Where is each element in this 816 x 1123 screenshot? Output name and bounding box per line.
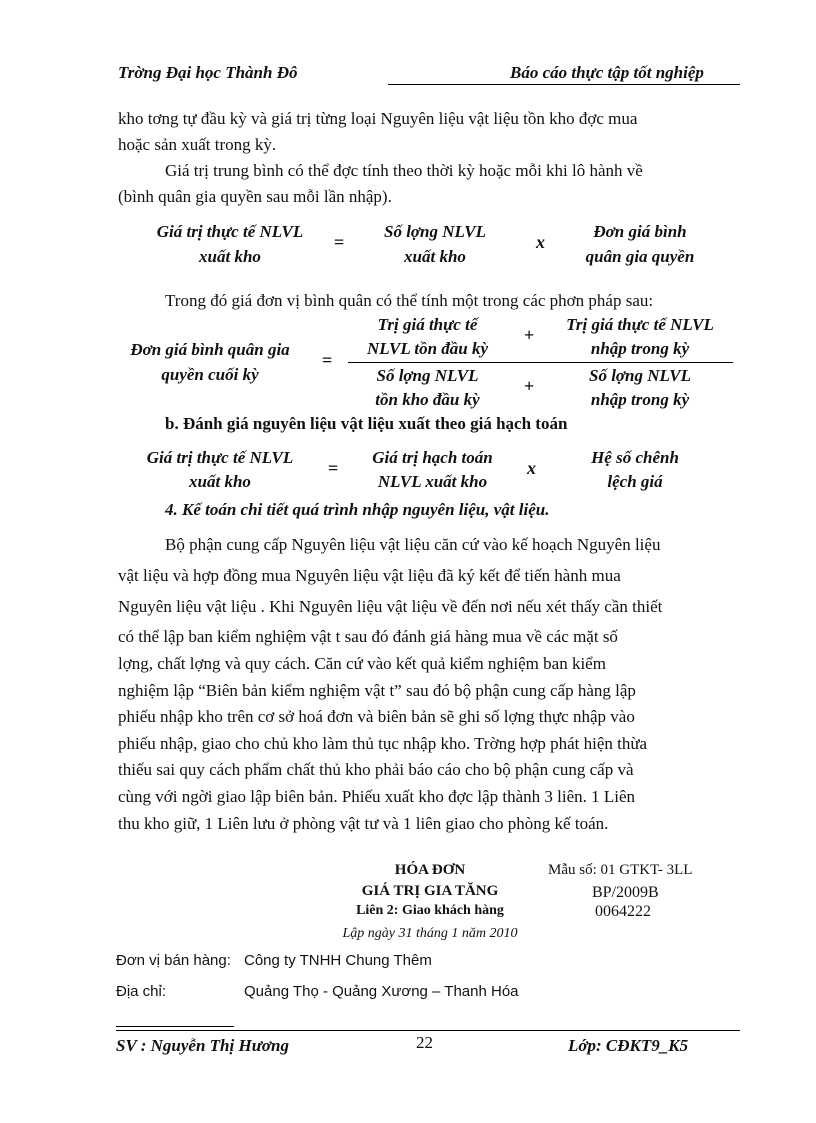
paragraph-line: Bộ phận cung cấp Nguyên liệu vật liệu căn cứ vào kế hoạch Nguyên liệu	[165, 535, 661, 554]
paragraph-line: nghiệm lập “Biên bản kiểm nghiệm vật t” sau đó bộ phận cung cấp hàng lập	[118, 681, 636, 700]
formula-term: Đơn giá bình	[593, 222, 687, 241]
paragraph-line: thiếu sai quy cách phẩm chất thủ kho phải báo cáo cho bộ phận cung cấp và	[118, 760, 634, 779]
invoice-date: Lập ngày 31 tháng 1 năm 2010	[342, 926, 518, 941]
invoice-copy-label: Liên 2: Giao khách hàng	[356, 903, 504, 918]
seller-value: Công ty TNHH Chung Thêm	[244, 952, 432, 969]
formula-term: Đơn giá bình quân gia	[130, 340, 290, 359]
header-report-title: Báo cáo thực tập tốt nghiệp	[510, 63, 704, 82]
formula-term: Số lợng NLVL	[588, 366, 691, 385]
paragraph-line: phiếu nhập kho trên cơ sở hoá đơn và biên bản sẽ ghi số lợng thực nhập vào	[118, 707, 635, 726]
address-label: Địa chỉ:	[116, 983, 167, 1000]
paragraph-line: Giá trị trung bình có thể đợc tính theo thời kỳ hoặc mỗi khi lô hành về	[165, 161, 643, 180]
formula-term: Trị giá thực tế NLVL	[566, 315, 714, 334]
plus-sign: +	[524, 325, 535, 345]
formula-term: Trị giá thực tế	[377, 315, 478, 334]
formula-term: Số lợng NLVL	[383, 222, 486, 241]
formula-term: Hệ số chênh	[591, 448, 679, 467]
invoice-subtitle: GIÁ TRỊ GIA TĂNG	[361, 883, 499, 899]
multiply-sign: x	[536, 232, 545, 252]
formula-term: xuất kho	[199, 247, 261, 266]
formula-term: nhập trong kỳ	[590, 339, 690, 358]
section-heading-b: b. Đánh giá nguyên liệu vật liệu xuất theo giá hạch toán	[165, 414, 568, 433]
invoice-number: 0064222	[595, 903, 651, 920]
paragraph-line: Nguyên liệu vật liệu . Khi Nguyên liệu vật liệu về đến nơi nếu xét thấy cần thiết	[118, 597, 663, 616]
invoice-form-number: Mẫu số: 01 GTKT- 3LL	[548, 862, 693, 878]
formula-term: Giá trị thực tế NLVL	[156, 222, 304, 241]
equals-sign: =	[328, 458, 339, 478]
formula-term: tồn kho đầu kỳ	[375, 390, 480, 409]
invoice-title: HÓA ĐƠN	[394, 862, 466, 878]
equals-sign: =	[322, 350, 333, 370]
page-number: 22	[416, 1033, 433, 1052]
paragraph-line: phiếu nhập, giao cho chủ kho làm thủ tục nhập kho. Trờng hợp phát hiện thừa	[118, 734, 648, 753]
header-rule	[388, 84, 740, 85]
plus-sign: +	[524, 376, 535, 396]
fraction-bar	[348, 362, 733, 363]
footer-student: SV : Nguyễn Thị Hương	[116, 1036, 289, 1055]
paragraph-line: có thể lập ban kiểm nghiệm vật t sau đó đánh giá hàng mua về các mặt số	[118, 627, 618, 646]
formula-term: nhập trong kỳ	[590, 390, 690, 409]
footer-rule	[116, 1030, 740, 1031]
formula-term: NLVL tồn đầu kỳ	[366, 339, 489, 358]
invoice-series: BP/2009B	[592, 884, 659, 901]
header-school: Trờng Đại học Thành Đô	[118, 63, 298, 82]
formula-term: Số lợng NLVL	[376, 366, 479, 385]
multiply-sign: x	[527, 458, 536, 478]
address-value: Quảng Thọ - Quảng Xương – Thanh Hóa	[244, 983, 519, 1000]
paragraph-line: cùng với ngời giao lập biên bản. Phiếu xuất kho đợc lập thành 3 liên. 1 Liên	[118, 787, 636, 806]
footer-rule-short	[116, 1026, 234, 1027]
seller-label: Đơn vị bán hàng:	[116, 952, 231, 969]
formula-term: xuất kho	[189, 472, 251, 491]
equals-sign: =	[334, 232, 345, 252]
paragraph-line: (bình quân gia quyền sau mỗi lần nhập).	[118, 187, 392, 206]
formula-term: Giá trị thực tế NLVL	[146, 448, 294, 467]
paragraph-line: Trong đó giá đơn vị bình quân có thể tính một trong các phơn pháp sau:	[165, 291, 654, 310]
paragraph-line: lợng, chất lợng và quy cách. Căn cứ vào kết quả kiểm nghiệm ban kiểm	[118, 654, 606, 673]
paragraph-line: vật liệu và hợp đồng mua Nguyên liệu vật liệu đã ký kết để tiến hành mua	[118, 566, 621, 585]
formula-term: lệch giá	[607, 472, 663, 491]
paragraph-line: kho tơng tự đầu kỳ và giá trị từng loại Nguyên liệu vật liệu tồn kho đợc mua	[118, 109, 638, 128]
paragraph-line: thu kho giữ, 1 Liên lưu ở phòng vật tư và 1 liên giao cho phòng kế toán.	[118, 814, 609, 833]
paragraph-line: hoặc sản xuất trong kỳ.	[118, 135, 277, 154]
footer-class: Lớp: CĐKT9_K5	[568, 1036, 689, 1055]
formula-term: xuất kho	[404, 247, 466, 266]
formula-term: quyền cuối kỳ	[161, 365, 259, 384]
formula-term: NLVL xuất kho	[377, 472, 488, 491]
formula-term: quân gia quyền	[585, 247, 695, 266]
formula-term: Giá trị hạch toán	[372, 448, 493, 467]
section-heading-4: 4. Kế toán chi tiết quá trình nhập nguyên liệu, vật liệu.	[165, 500, 550, 519]
